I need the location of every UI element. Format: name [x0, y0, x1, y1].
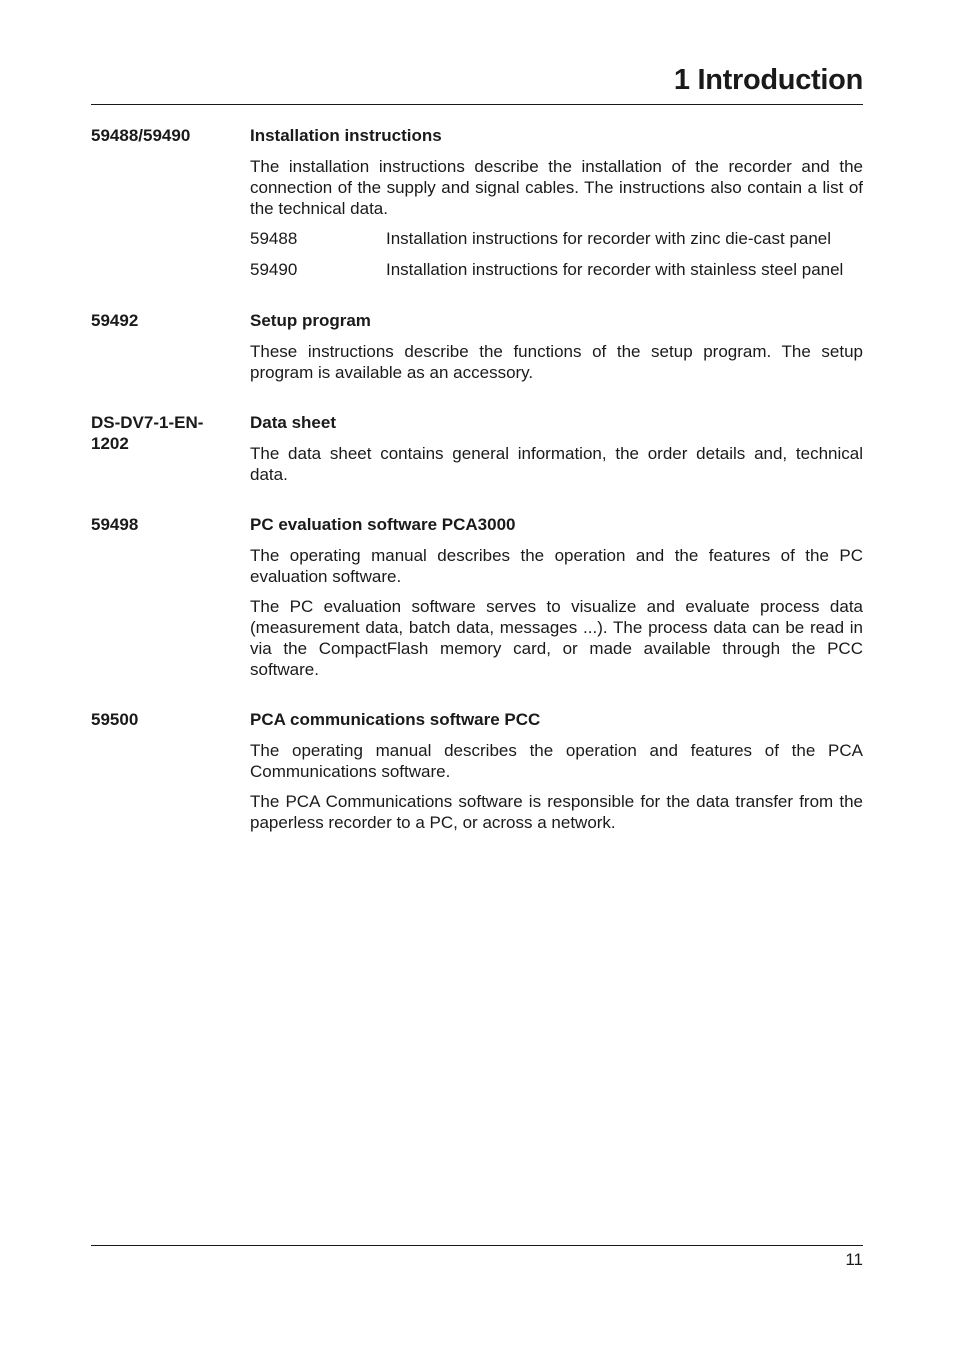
- document-entry: [91, 709, 863, 842]
- document-description: The PC evaluation software serves to visualize and evaluate process data (measurement data, batch data, messages ...). The process data can be read in via the CompactFlash memory card, or made available through the PCC software.: [250, 597, 863, 679]
- document-entry: [91, 412, 863, 494]
- document-entry-body: [250, 709, 863, 842]
- variant-number: 59488: [250, 229, 298, 248]
- document-title: PCA communications software PCC: [250, 710, 541, 729]
- document-number: 59488/59490: [91, 126, 191, 145]
- document-description: The PCA Communications software is responsible for the data transfer from the paperless recorder to a PC, or across a network.: [250, 792, 863, 832]
- document-title: Installation instructions: [250, 126, 442, 145]
- document-number: 59500: [91, 710, 139, 729]
- document-description: The operating manual describes the operation and features of the PCA Communications software.: [250, 741, 863, 781]
- document-entry: [91, 310, 863, 392]
- document-description: The operating manual describes the operation and the features of the PC evaluation software.: [250, 546, 863, 586]
- document-entry-body: [250, 310, 863, 392]
- document-title: PC evaluation software PCA3000: [250, 515, 516, 534]
- document-entry-body: [250, 412, 863, 494]
- document-entry-body: [250, 514, 863, 689]
- footer-divider: [91, 1245, 863, 1246]
- document-title: Setup program: [250, 311, 371, 330]
- document-title: Data sheet: [250, 413, 336, 432]
- variant-description: Installation instructions for recorder with zinc die-cast panel: [386, 229, 832, 248]
- variant-description: Installation instructions for recorder with stainless steel panel: [386, 260, 844, 279]
- variant-row: [250, 228, 863, 249]
- header-divider: [91, 104, 863, 105]
- document-description: The installation instructions describe the installation of the recorder and the connection of the supply and signal cables. The instructions also contain a list of the technical data.: [250, 157, 863, 218]
- chapter-title: 1 Introduction: [673, 64, 863, 96]
- document-entry: [91, 125, 863, 290]
- document-entry-body: [250, 125, 863, 290]
- page-number: 11: [845, 1250, 863, 1269]
- document-entry: [91, 514, 863, 689]
- variant-row: [250, 259, 863, 280]
- document-description: These instructions describe the functions of the setup program. The setup program is available as an accessory.: [250, 342, 863, 382]
- document-number: 59498: [91, 515, 139, 534]
- document-number: DS-DV7-1-EN- 1202: [91, 413, 204, 453]
- document-list: [91, 125, 863, 862]
- document-number: 59492: [91, 311, 139, 330]
- variant-number: 59490: [250, 260, 298, 279]
- document-description: The data sheet contains general information, the order details and, technical data.: [250, 444, 863, 484]
